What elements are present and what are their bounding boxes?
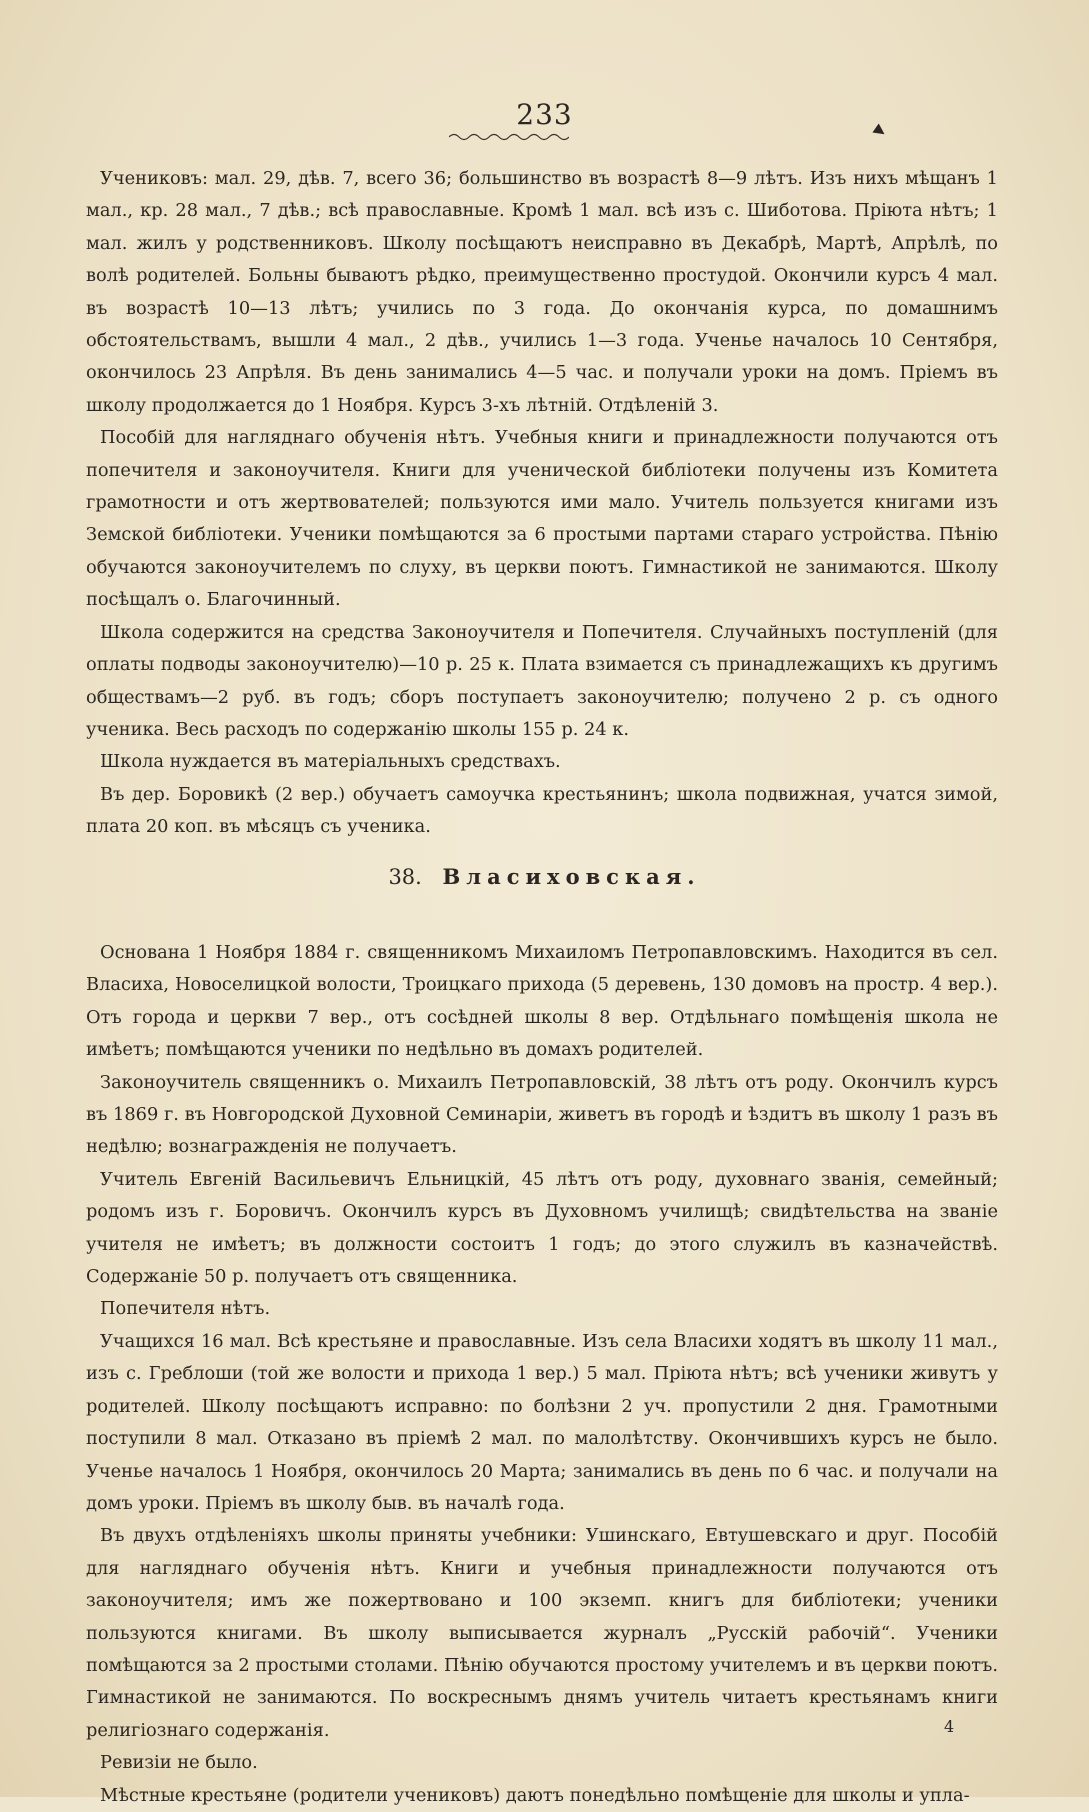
wavy-ornament [449,132,569,142]
section-1-text [86,163,998,844]
paragraph: Школа нуждается въ матеріальныхъ средствахъ. [100,751,561,773]
paragraph: Основана 1 Ноября 1884 г. священникомъ Михаиломъ Петропавловскимъ. Находится въ сел. Власиха, Новоселицкой волости, Троицкаго прихода (5 деревень, 130 домовъ на простр. 4 вер.). Отъ города и церкви 7 вер., отъ сосѣдней школы 8 вер. Отдѣльнаго помѣщенія школа не имѣетъ; помѣщаются ученики по недѣльно въ домахъ родителей. [86,942,998,1061]
paragraph: Попечителя нѣтъ. [100,1298,271,1320]
section-title: Власиховская. [442,864,701,889]
paragraph: Учитель Евгеній Васильевичъ Ельницкій, 45 лѣтъ отъ роду, духовнаго званія, семейный; родомъ изъ г. Боровичъ. Окончилъ курсъ въ Духовномъ училищѣ; свидѣтельства на званіе учителя не имѣетъ; въ должности состоитъ 1 годъ; до этого служилъ въ казначействѣ. Содержаніе 50 р. получаетъ отъ священника. [86,1168,998,1288]
section-heading [0,864,1089,889]
paragraph: Учащихся 16 мал. Всѣ крестьяне и православные. Изъ села Власихи ходятъ въ школу 11 мал., изъ с. Греблоши (той же волости и прихода 1 вер.) 5 мал. Пріюта нѣтъ; всѣ ученики живутъ у родителей. Школу посѣщаютъ исправно: по болѣзни 2 уч. пропустили 2 дня. Грамотными поступили 8 мал. Отказано въ пріемѣ 2 мал. по малолѣтству. Окончившихъ курсъ не было. Ученье началось 1 Ноября, окончилось 20 Марта; занимались въ день по 6 час. и получали на домъ уроки. Пріемъ въ школу быв. въ началѣ года. [86,1330,998,1514]
signature-mark: 4 [944,1717,955,1736]
paragraph: Въ дер. Боровикѣ (2 вер.) обучаетъ самоучка крестьянинъ; школа подвижная, учатся зимой, плата 20 коп. въ мѣсяцъ съ ученика. [86,783,998,838]
paragraph: Законоучитель священникъ о. Михаилъ Петропавловскій, 38 лѣтъ отъ роду. Окончилъ курсъ въ 1869 г. въ Новгородской Духовной Семинаріи, живетъ въ городѣ и ѣздитъ въ школу 1 разъ въ недѣлю; вознагражденія не получаетъ. [86,1071,998,1158]
paragraph: Школа содержится на средства Законоучителя и Попечителя. Случайныхъ поступленій (для оплаты подводы законоучителю)—10 р. 25 к. Плата взимается съ принадлежащихъ къ другимъ обществамъ—2 руб. въ годъ; сборъ поступаетъ законоучителю; получено 2 р. съ одного ученика. Весь расходъ по содержанію школы 155 р. 24 к. [86,621,998,740]
paragraph: Ревизіи не было. [100,1752,258,1774]
section-number: 38. [388,865,422,889]
paragraph: Пособій для нагляднаго обученія нѣтъ. Учебныя книги и принадлежности получаются отъ попечителя и законоучителя. Книги для ученической библіотеки получены изъ Комитета грамотности и отъ жертвователей; пользуются ими мало. Учитель пользуется книгами изъ Земской библіотеки. Ученики помѣщаются за 6 простыми партами стараго устройства. Пѣнію обучаются законоучителемъ по слуху, въ церкви поютъ. Гимнастикой не занимаются. Школу посѣщалъ о. Благочинный. [86,427,998,611]
page-number: 233 [516,98,573,131]
paragraph: Учениковъ: мал. 29, дѣв. 7, всего 36; большинство въ возрастѣ 8—9 лѣтъ. Изъ нихъ мѣщанъ 1 мал., кр. 28 мал., 7 дѣв.; всѣ православные. Кромѣ 1 мал. всѣ изъ с. Шиботова. Пріюта нѣтъ; 1 мал. жилъ у родственниковъ. Школу посѣщаютъ неисправно въ Декабрѣ, Мартѣ, Апрѣлѣ, по волѣ родителей. Больны бываютъ рѣдко, преимущественно простудой. Окончили курсъ 4 мал. въ возрастѣ 10—13 лѣтъ; учились по 3 года. До окончанія курса, по домашнимъ обстоятельствамъ, вышли 4 мал., 2 дѣв., учились 1—3 года. Ученье началось 10 Сентября, окончилось 23 Апрѣля. Въ день занимались 4—5 час. и получали уроки на домъ. Пріемъ въ школу продолжается до 1 Ноября. Курсъ 3-хъ лѣтній. Отдѣленій 3. [86,168,998,416]
paragraph: Мѣстные крестьяне (родители учениковъ) даютъ понедѣльно помѣщеніе для школы и упла- [100,1784,970,1806]
stray-mark: ▸ [868,117,893,144]
section-2-text [86,937,998,1812]
paragraph: Въ двухъ отдѣленіяхъ школы приняты учебники: Ушинскаго, Евтушевскаго и друг. Пособій для нагляднаго обученія нѣтъ. Книги и учебныя принадлежности получаются отъ законоучителя; имъ же пожертвовано и 100 экземп. книгъ для библіотеки; ученики пользуются книгами. Въ школу выписывается журналъ „Русскій рабочій“. Ученики помѣщаются за 2 простыми столами. Пѣнію обучаются простому учителемъ и въ церкви поютъ. Гимнастикой не занимаются. По воскреснымъ днямъ учитель читаетъ крестьянамъ книги религіознаго содержанія. [86,1525,998,1741]
